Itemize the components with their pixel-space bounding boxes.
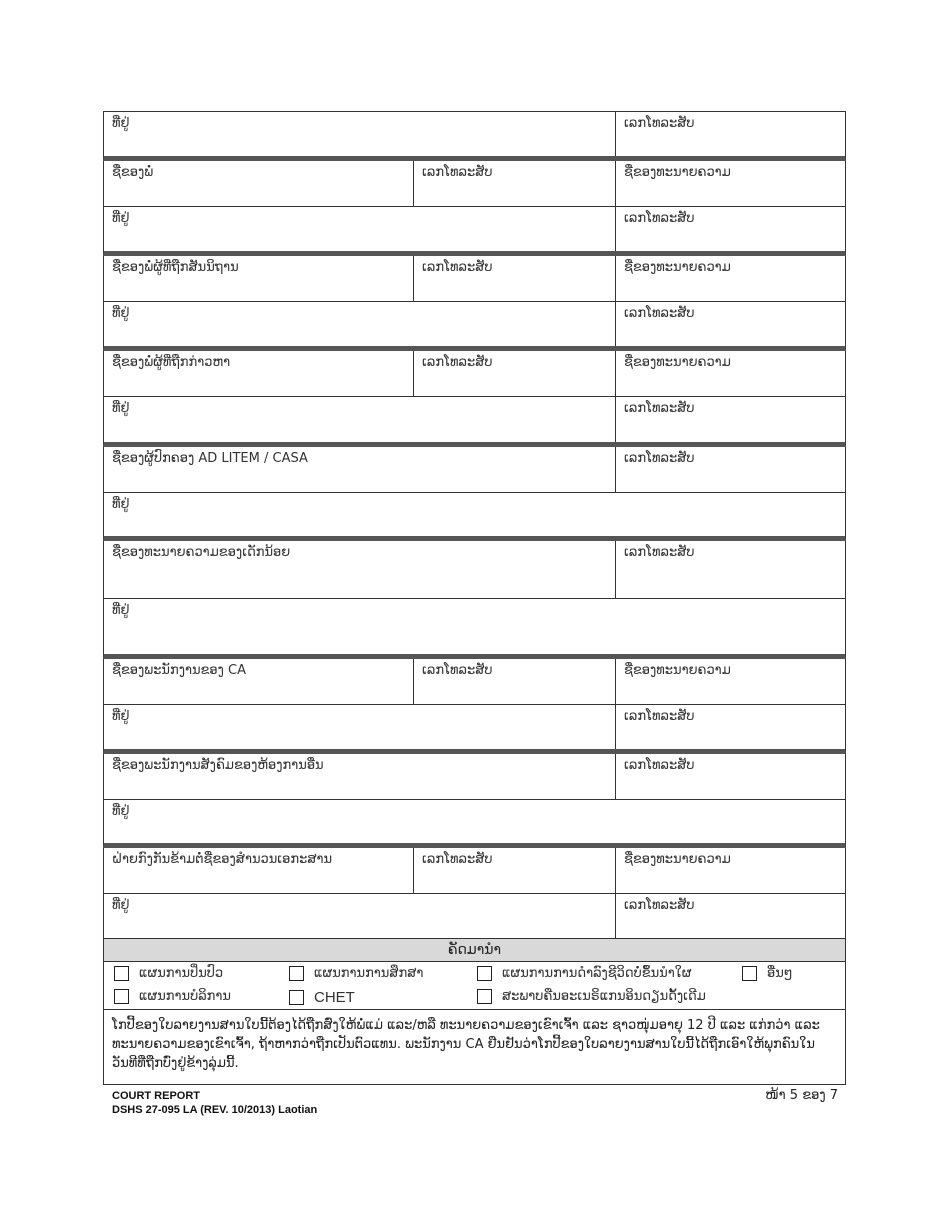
alleged-father-name-field[interactable]: ຊື່ຂອງພໍ່ຜູ້ທີ່ຖືກກ່າວຫາ	[104, 351, 414, 396]
ca-worker-address-phone-field[interactable]: ເລກໂທລະສັບ	[624, 709, 695, 724]
page-number: ໜ້າ 5 ຂອງ 7	[765, 1088, 838, 1103]
checkbox-icon[interactable]	[742, 966, 757, 981]
chet-checkbox[interactable]: CHET	[289, 989, 355, 1006]
attachments-section	[103, 939, 846, 962]
native-american-status-checkbox[interactable]: ສະພາບຄືນອະເນຣິແກນອິນດຽນດັ້ງເດີມ	[477, 989, 706, 1004]
other-worker-address-row	[103, 800, 846, 848]
father-address-phone-field[interactable]: ເລກໂທລະສັບ	[624, 211, 695, 226]
guardian-row	[103, 447, 846, 493]
other-checkbox[interactable]: ອື່ນໆ	[742, 966, 793, 981]
alleged-father-address-phone-field[interactable]: ເລກໂທລະສັບ	[624, 401, 695, 416]
opposing-party-address-phone-field[interactable]: ເລກໂທລະສັບ	[624, 898, 695, 913]
form-footer	[112, 1089, 317, 1117]
child-attorney-address-row	[103, 599, 846, 659]
father-attorney-field[interactable]: ຊື່ຂອງທະນາຍຄວາມ	[624, 165, 731, 180]
address-field[interactable]: ທີ່ຢູ່	[104, 112, 616, 156]
other-worker-name-field[interactable]: ຊື່ຂອງພະນັກງານສັງຄົມຂອງຫ້ອງການອື່ນ	[104, 754, 616, 799]
presumed-father-name-field[interactable]: ຊື່ຂອງພໍ່ຜູ້ທີ່ຖືກສັນນິຖານ	[104, 256, 414, 301]
ca-worker-address-row	[103, 705, 846, 754]
checkbox-icon[interactable]	[477, 966, 492, 981]
education-plan-checkbox[interactable]: ແຜນການການສຶກສາ	[289, 966, 423, 981]
opposing-party-address-row	[103, 894, 846, 939]
alleged-father-attorney-field[interactable]: ຊື່ຂອງທະນາຍຄວາມ	[624, 355, 731, 370]
address-row	[103, 111, 846, 161]
presumed-father-attorney-field[interactable]: ຊື່ຂອງທະນາຍຄວາມ	[624, 260, 731, 275]
guardian-address-row	[103, 493, 846, 541]
checkbox-icon[interactable]	[289, 990, 304, 1005]
ca-worker-phone-field[interactable]: ເລກໂທລະສັບ	[414, 659, 616, 704]
alleged-father-row	[103, 351, 846, 397]
distribution-note: ໂກປີ້ຂອງໃບລາຍງານສານໃບນີ້ຕ້ອງໄດ້ຖືກສົ່ງໃຫ້ພໍ່ແມ່ ແລະ/ຫລື ທະນາຍຄວາມຂອງເຂົາເຈົ້າ ແລະ ຊາວໜຸ່ມອາຍຸ 12 ປີ ແລະ ແກ່ກວ່າ ແລະ ທະນາຍຄວາມຂອງເຂົາເຈົ້າ, ຖ້າຫາກວ່າຖືກເປັນຕົວແທນ. ພະນັກງານ CA ຢືນຢັນວ່າໂກປີ້ຂອງໃບລາຍງານສານໃບນີ້ໄດ້ຖືກເອົາໃຫ້ພຸກຄົນໃນ ວັນທີທີ່ຖືກບົ່ງຢູ່ຂ້າງລຸ່ມນີ້.	[103, 1010, 846, 1085]
guardian-phone-field[interactable]: ເລກໂທລະສັບ	[624, 451, 695, 466]
alleged-father-phone-field[interactable]: ເລກໂທລະສັບ	[414, 351, 616, 396]
checkbox-icon[interactable]	[114, 989, 129, 1004]
checkbox-icon[interactable]	[289, 966, 304, 981]
child-attorney-name-field[interactable]: ຊື່ຂອງທະນາຍຄວາມຂອງເດັກນ້ອຍ	[104, 541, 616, 598]
phone-field[interactable]: ເລກໂທລະສັບ	[624, 116, 695, 131]
presumed-father-phone-field[interactable]: ເລກໂທລະສັບ	[414, 256, 616, 301]
presumed-father-address-field[interactable]: ທີ່ຢູ່	[104, 302, 616, 346]
form-id: DSHS 27-095 LA (REV. 10/2013) Laotian	[112, 1104, 318, 1116]
opposing-party-address-field[interactable]: ທີ່ຢູ່	[104, 894, 616, 938]
father-name-field[interactable]: ຊື່ຂອງພໍ່	[104, 161, 414, 206]
child-attorney-address-field[interactable]: ທີ່ຢູ່	[112, 603, 130, 618]
ca-worker-address-field[interactable]: ທີ່ຢູ່	[104, 705, 616, 749]
father-phone-field[interactable]: ເລກໂທລະສັບ	[414, 161, 616, 206]
service-plan-checkbox[interactable]: ແຜນການບໍລິການ	[114, 989, 231, 1004]
court-report-form	[103, 111, 846, 1085]
attachments-header: ຄັດມານຳ	[104, 939, 845, 962]
checkbox-icon[interactable]	[114, 966, 129, 981]
child-attorney-row	[103, 541, 846, 599]
presumed-father-row	[103, 256, 846, 302]
child-attorney-phone-field[interactable]: ເລກໂທລະສັບ	[624, 545, 695, 560]
opposing-party-name-field[interactable]: ຝ່າຍກົງກັນຂ້າມຕໍ່ຊື່ຂອງສຳນວນເອກະສານ	[104, 848, 414, 893]
ca-worker-attorney-field[interactable]: ຊື່ຂອງທະນາຍຄວາມ	[624, 663, 731, 678]
ca-worker-row	[103, 659, 846, 705]
other-worker-row	[103, 754, 846, 800]
other-worker-phone-field[interactable]: ເລກໂທລະສັບ	[624, 758, 695, 773]
attachments-checklist	[103, 962, 846, 1010]
alleged-father-address-row	[103, 397, 846, 447]
other-worker-address-field[interactable]: ທີ່ຢູ່	[112, 804, 130, 819]
independent-living-plan-checkbox[interactable]: ແຜນການການດຳລົງຊີວິດບໍ່ຂຶ້ນນຳໃຜ	[477, 966, 692, 981]
guardian-address-field[interactable]: ທີ່ຢູ່	[112, 497, 130, 512]
father-address-row	[103, 207, 846, 256]
guardian-name-field[interactable]: ຊື່ຂອງຜູ້ປົກຄອງ AD LITEM / CASA	[104, 447, 616, 492]
ca-worker-name-field[interactable]: ຊື່ຂອງພະນັກງານຂອງ CA	[104, 659, 414, 704]
presumed-father-address-row	[103, 302, 846, 351]
opposing-party-row	[103, 848, 846, 894]
father-address-field[interactable]: ທີ່ຢູ່	[104, 207, 616, 251]
checkbox-icon[interactable]	[477, 989, 492, 1004]
form-title: COURT REPORT	[112, 1090, 200, 1102]
opposing-party-phone-field[interactable]: ເລກໂທລະສັບ	[414, 848, 616, 893]
opposing-party-attorney-field[interactable]: ຊື່ຂອງທະນາຍຄວາມ	[624, 852, 731, 867]
presumed-father-address-phone-field[interactable]: ເລກໂທລະສັບ	[624, 306, 695, 321]
father-row	[103, 161, 846, 207]
treatment-plan-checkbox[interactable]: ແຜນການປິ່ນປົວ	[114, 966, 223, 981]
alleged-father-address-field[interactable]: ທີ່ຢູ່	[104, 397, 616, 442]
